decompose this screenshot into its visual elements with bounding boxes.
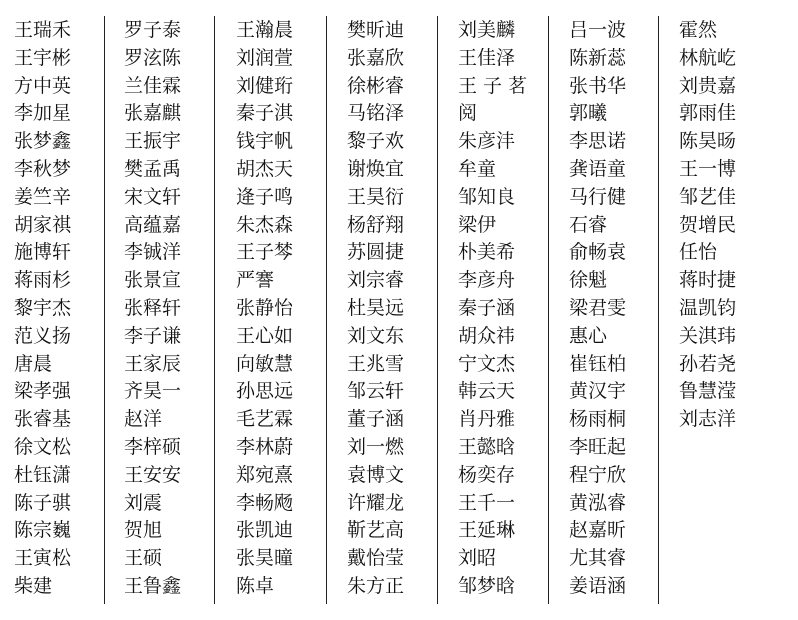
name-entry: 柴建 [14, 575, 53, 597]
name-entry: 鲁慧滢 [679, 380, 737, 403]
name-entry: 樊孟禹 [124, 158, 182, 180]
name-entry: 靳艺高 [347, 519, 405, 542]
name-entry: 马行健 [569, 185, 627, 208]
name-entry: 陈卓 [236, 575, 275, 597]
name-entry: 梁孝强 [14, 380, 72, 403]
name-entry: 兰佳霖 [124, 74, 182, 97]
name-entry: 王心如 [236, 324, 294, 347]
name-entry: 郑宛熹 [236, 463, 294, 486]
name-entry: 赵洋 [124, 408, 163, 431]
name-entry: 贺旭 [124, 519, 163, 542]
name-entry: 朱杰森 [236, 213, 294, 236]
name-entry: 孙思远 [236, 380, 294, 403]
name-column-3 [236, 16, 327, 604]
name-entry: 王子棽 [236, 241, 294, 264]
name-entry: 杜昊远 [347, 297, 405, 319]
name-entry: 杨雨桐 [569, 408, 627, 431]
name-entry: 钱宇帆 [236, 130, 294, 153]
name-entry: 李旺起 [569, 436, 627, 458]
name-entry: 徐魁 [569, 269, 608, 292]
name-entry: 阅 [458, 102, 478, 125]
name-entry: 郭曦 [569, 102, 608, 125]
name-entry: 刘宗睿 [347, 269, 405, 292]
name-entry: 张嘉欣 [347, 46, 405, 69]
name-entry: 俞畅袁 [569, 241, 627, 264]
name-entry: 陈新蕊 [569, 46, 627, 69]
name-entry: 王瀚晨 [236, 19, 294, 41]
name-entry: 王家辰 [124, 352, 182, 375]
name-entry: 吕一波 [569, 19, 627, 41]
name-entry: 罗泫陈 [124, 46, 182, 69]
name-entry: 唐晨 [14, 352, 53, 375]
name-entry: 胡众祎 [458, 324, 516, 347]
name-entry: 张梦鑫 [14, 130, 72, 153]
name-entry: 黄汉宇 [569, 380, 627, 403]
name-column-2 [124, 16, 215, 604]
name-entry: 贺增民 [679, 213, 737, 236]
name-entry: 朱彦沣 [458, 130, 516, 153]
name-entry: 龚语童 [569, 158, 627, 180]
name-entry: 徐文松 [14, 436, 72, 458]
name-entry: 张书华 [569, 74, 627, 97]
name-entry: 齐昊一 [124, 380, 182, 403]
name-entry: 李彦舟 [458, 269, 516, 292]
name-entry: 林航屹 [679, 46, 737, 69]
name-entry: 赵嘉昕 [569, 519, 627, 542]
name-entry: 胡家祺 [14, 213, 72, 236]
name-entry: 马铭泽 [347, 102, 405, 125]
name-entry: 王延琳 [458, 519, 516, 542]
name-column-4 [347, 16, 438, 604]
name-entry: 李梓硕 [124, 436, 182, 458]
name-entry: 梁君雯 [569, 297, 627, 319]
name-entry: 孙若尧 [679, 352, 737, 375]
name-entry: 郭雨佳 [679, 102, 737, 125]
name-entry: 蒋时捷 [679, 269, 737, 292]
name-entry: 刘昭 [458, 547, 497, 570]
name-entry: 戴怡莹 [347, 547, 405, 570]
name-entry: 袁博文 [347, 463, 405, 486]
name-entry: 刘贵嘉 [679, 74, 737, 97]
name-entry: 施博轩 [14, 241, 72, 264]
name-entry: 刘润萱 [236, 46, 294, 69]
name-entry: 严謇 [236, 269, 275, 292]
name-entry: 刘文东 [347, 324, 405, 347]
name-entry: 刘美麟 [458, 19, 516, 41]
name-entry: 宋文轩 [124, 185, 182, 208]
name-column-5 [458, 16, 549, 604]
name-entry: 肖丹雅 [458, 408, 516, 431]
name-column-6 [569, 16, 659, 604]
name-entry: 宁文杰 [458, 352, 516, 375]
name-entry: 石睿 [569, 213, 608, 236]
name-entry: 王振宇 [124, 130, 182, 153]
name-entry: 陈昊旸 [679, 130, 737, 153]
name-column-1 [14, 16, 105, 604]
name-entry: 惠心 [569, 324, 608, 347]
name-entry: 范义扬 [14, 324, 72, 347]
name-entry: 王安安 [124, 463, 182, 486]
name-entry: 王鲁鑫 [124, 575, 182, 597]
name-entry: 秦子淇 [236, 102, 294, 125]
name-entry: 毛艺霖 [236, 408, 294, 431]
name-entry: 李子谦 [124, 324, 182, 347]
name-entry: 姜语涵 [569, 575, 627, 597]
name-entry: 杜钰潇 [14, 463, 72, 486]
name-entry: 方中英 [14, 74, 72, 97]
name-entry: 温凯钧 [679, 297, 737, 319]
name-entry: 逄子鸣 [236, 185, 294, 208]
name-entry: 苏圆捷 [347, 241, 405, 264]
name-entry: 徐彬睿 [347, 74, 405, 97]
name-entry: 关淇玮 [679, 324, 737, 347]
name-entry: 王瑞禾 [14, 19, 72, 41]
name-entry: 张嘉麒 [124, 102, 182, 125]
name-entry: 张凯迪 [236, 519, 294, 542]
name-entry: 王佳泽 [458, 46, 516, 69]
name-entry: 朴美希 [458, 241, 516, 264]
name-entry: 邹云轩 [347, 380, 405, 403]
name-entry: 黄泓睿 [569, 491, 627, 514]
name-entry: 邹知良 [458, 185, 516, 208]
name-entry: 罗子泰 [124, 19, 182, 41]
name-entry: 邹梦晗 [458, 575, 516, 597]
name-entry: 尤其睿 [569, 547, 627, 570]
name-entry: 黎子欢 [347, 130, 405, 153]
name-entry: 王一博 [679, 158, 737, 180]
name-entry: 向敏慧 [236, 352, 294, 375]
name-entry: 董子涵 [347, 408, 405, 431]
name-entry: 刘震 [124, 491, 163, 514]
name-entry: 王懿晗 [458, 436, 516, 458]
name-entry: 王千一 [458, 491, 516, 514]
name-entry: 李思诺 [569, 130, 627, 153]
name-entry: 高蕴嘉 [124, 213, 182, 236]
name-entry: 王寅松 [14, 547, 72, 570]
name-entry: 许耀龙 [347, 491, 405, 514]
name-entry: 李秋梦 [14, 158, 72, 180]
name-entry: 刘志洋 [679, 408, 737, 431]
name-entry: 邹艺佳 [679, 185, 737, 208]
name-entry: 谢焕宜 [347, 158, 405, 180]
name-entry: 李加星 [14, 102, 72, 125]
name-entry: 牟童 [458, 158, 497, 180]
name-entry: 王 子 茗 [458, 74, 528, 97]
name-entry: 霍然 [679, 19, 718, 41]
name-entry: 程宁欣 [569, 463, 627, 486]
name-entry: 梁伊 [458, 213, 497, 236]
name-entry: 蒋雨杉 [14, 269, 72, 292]
name-entry: 胡杰天 [236, 158, 294, 180]
name-entry: 张景宣 [124, 269, 182, 292]
name-entry: 杨舒翔 [347, 213, 405, 236]
name-entry: 刘一燃 [347, 436, 405, 458]
name-entry: 姜竺辛 [14, 185, 72, 208]
name-entry: 杨奕存 [458, 463, 516, 486]
name-entry: 朱方正 [347, 575, 405, 597]
name-entry: 樊昕迪 [347, 19, 405, 41]
name-entry: 李畅飏 [236, 491, 294, 514]
name-entry: 秦子涵 [458, 297, 516, 319]
name-entry: 刘健珩 [236, 74, 294, 97]
name-entry: 黎宇杰 [14, 297, 72, 319]
name-entry: 王硕 [124, 547, 163, 570]
name-column-7 [679, 16, 769, 604]
name-entry: 王昊衍 [347, 185, 405, 208]
name-entry: 张睿基 [14, 408, 72, 431]
name-entry: 韩云天 [458, 380, 516, 403]
name-entry: 李林蔚 [236, 436, 294, 458]
name-entry: 李铖洋 [124, 241, 182, 264]
name-entry: 陈子骐 [14, 491, 72, 514]
name-entry: 崔钰柏 [569, 352, 627, 375]
name-entry: 王兆雪 [347, 352, 405, 375]
name-entry: 张释轩 [124, 297, 182, 319]
name-entry: 王宇彬 [14, 46, 72, 69]
name-entry: 张昊曈 [236, 547, 294, 570]
name-entry: 任怡 [679, 241, 718, 264]
name-entry: 张静怡 [236, 297, 294, 319]
name-entry: 陈宗巍 [14, 519, 72, 542]
